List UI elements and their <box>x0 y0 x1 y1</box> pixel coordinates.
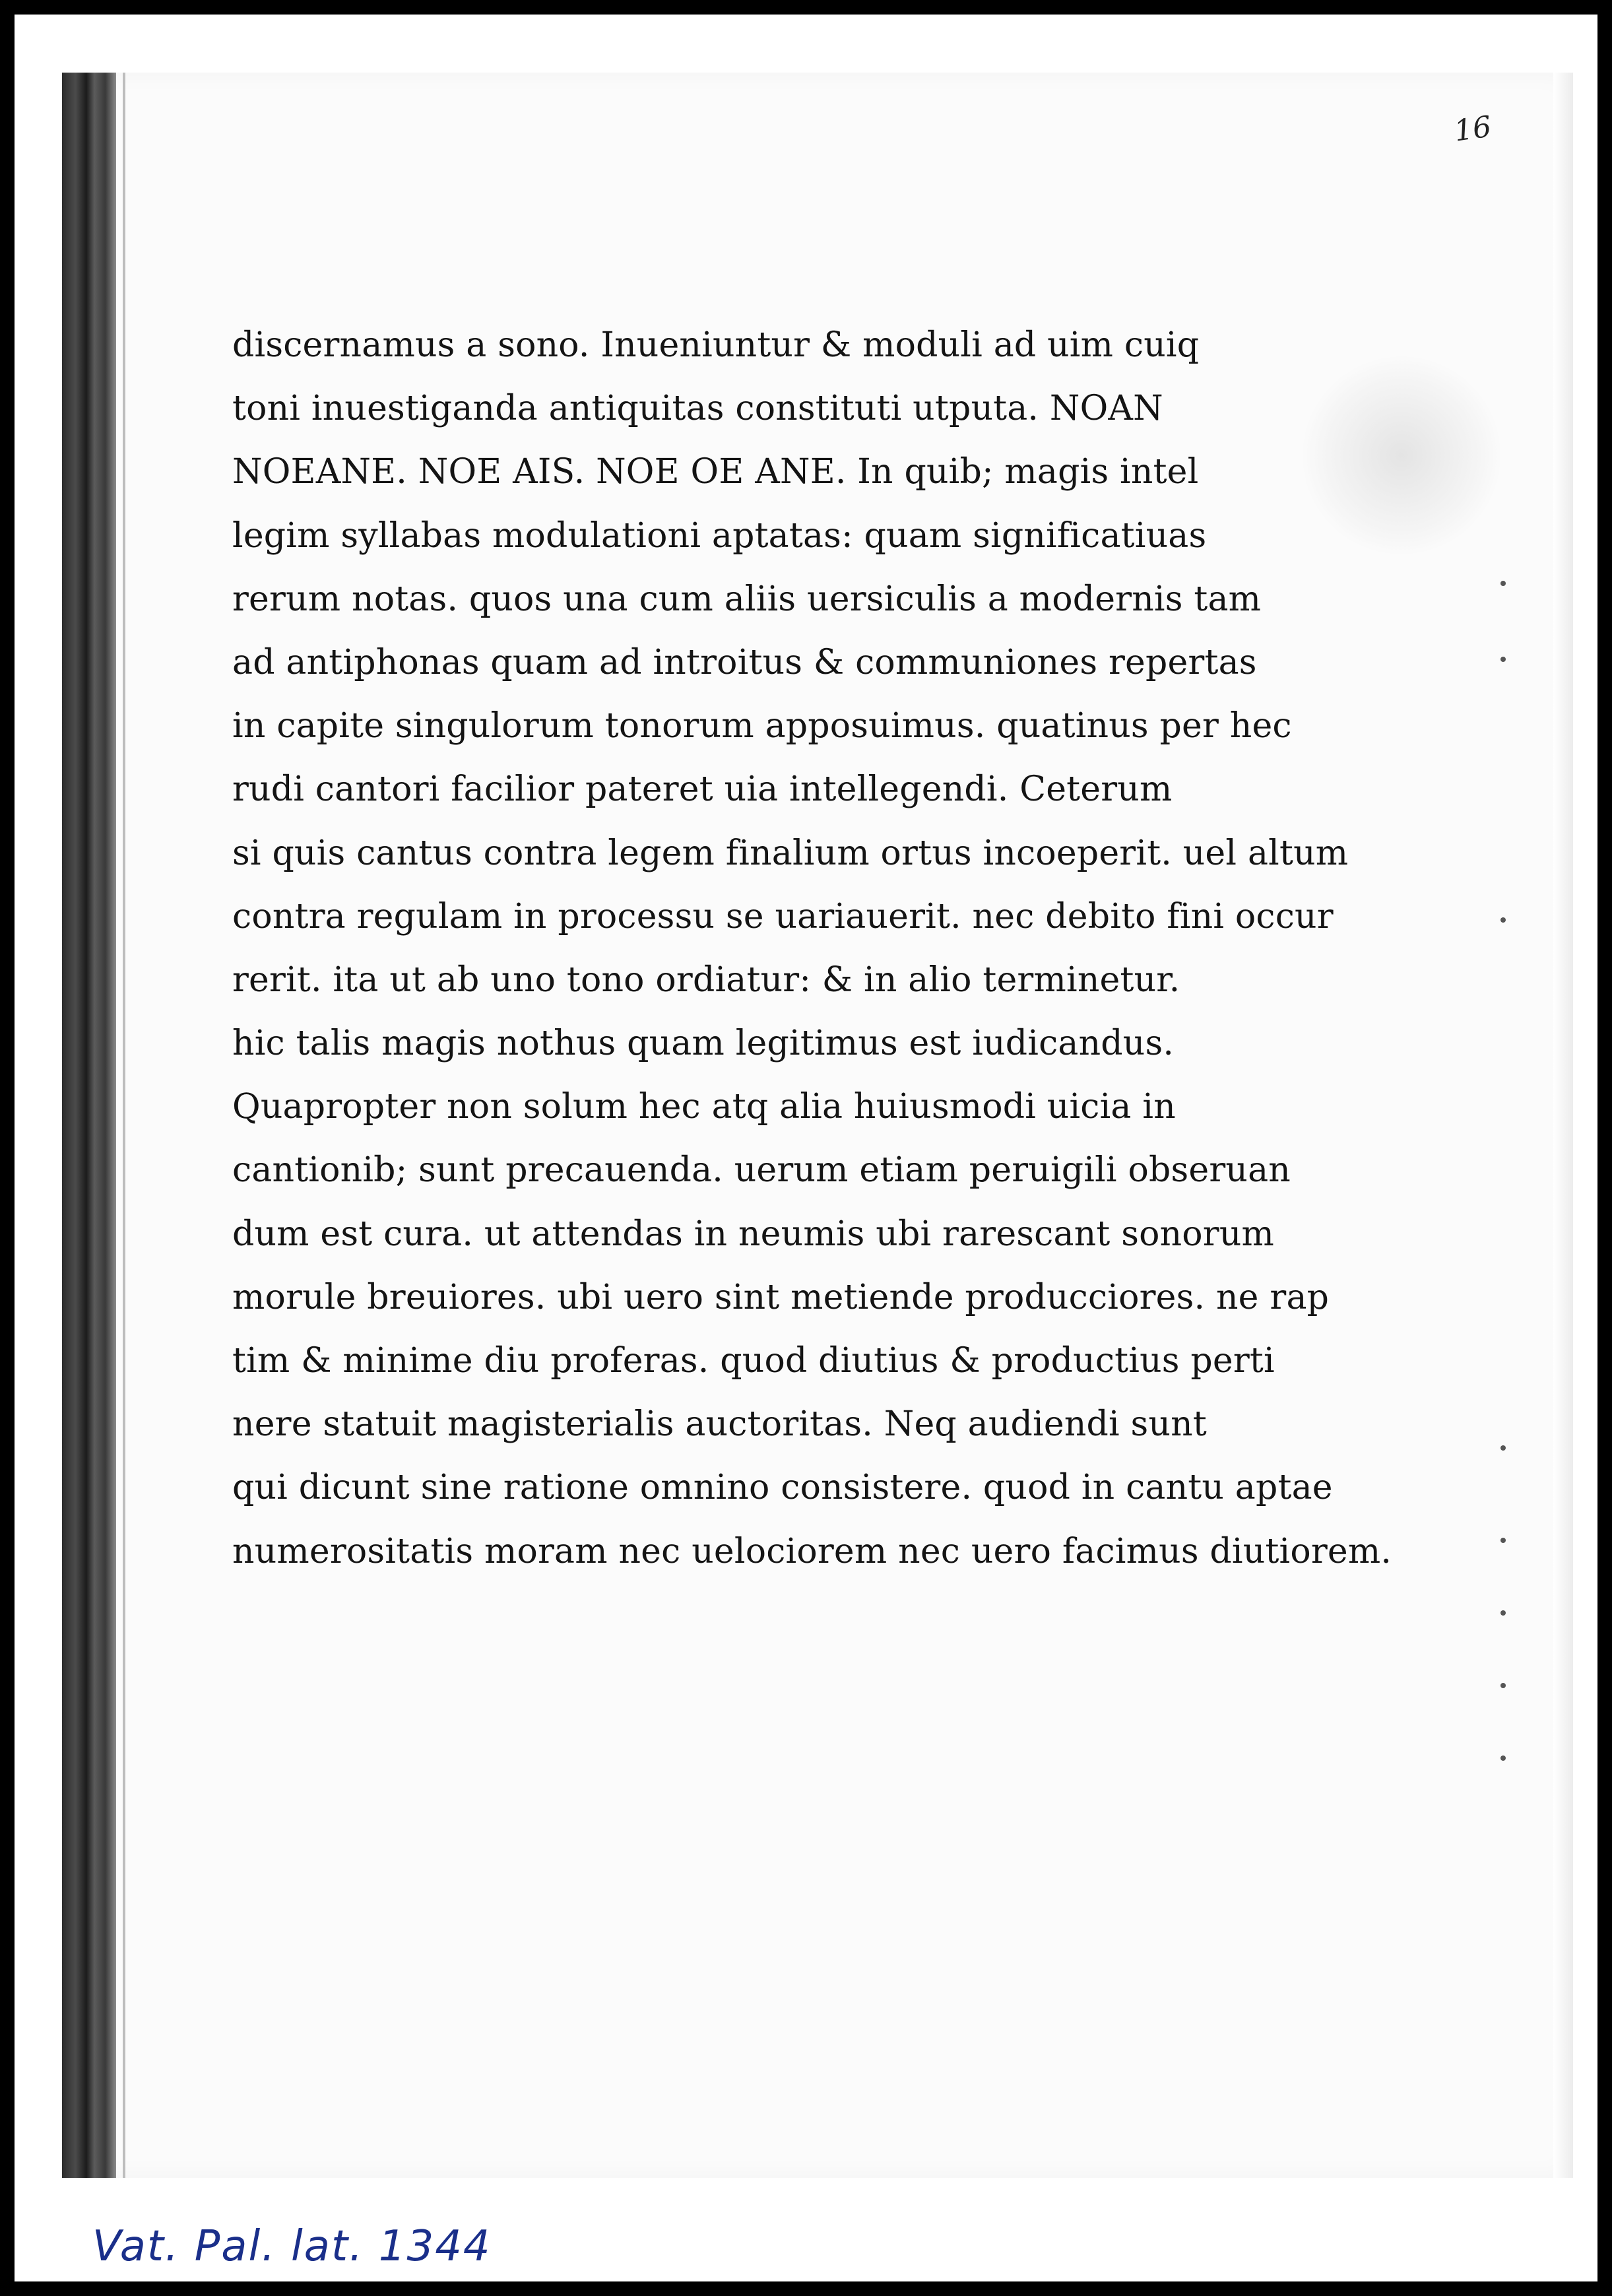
prick-mark <box>1500 1610 1506 1616</box>
prick-mark <box>1500 1538 1506 1543</box>
text-line: discernamus a sono. Inueniuntur & moduli ad uim cuiq <box>232 325 1200 365</box>
text-line: numerositatis moram nec uelociorem nec uero facimus diutiorem. <box>232 1531 1392 1571</box>
gutter-edge <box>123 73 125 2178</box>
margin-prick-marks <box>1500 581 1514 1901</box>
prick-mark <box>1500 1683 1506 1688</box>
prick-mark <box>1500 1445 1506 1451</box>
text-line: dum est cura. ut attendas in neumis ubi rarescant sonorum <box>232 1214 1275 1254</box>
prick-mark <box>1500 581 1506 586</box>
text-line: contra regulam in processu se uariauerit. nec debito fini occur <box>232 896 1334 936</box>
text-line: si quis cantus contra legem finalium ortus incoeperit. uel altum <box>232 833 1349 873</box>
prick-mark <box>1500 657 1506 662</box>
text-line: toni inuestiganda antiquitas constituti utputa. NOAN <box>232 389 1163 429</box>
manuscript-photograph <box>62 73 1573 2178</box>
parchment-stain <box>1303 356 1500 554</box>
page-edge-shadow <box>1553 73 1573 2178</box>
text-line: in capite singulorum tonorum apposuimus. quatinus per hec <box>232 706 1292 746</box>
text-line: hic talis magis nothus quam legitimus est iudicandus. <box>232 1024 1175 1064</box>
text-line: Quapropter non solum hec atq alia huiusmodi uicia in <box>232 1087 1176 1127</box>
text-line: nere statuit magisterialis auctoritas. Neq audiendi sunt <box>232 1404 1207 1445</box>
text-line: ad antiphonas quam ad introitus & communiones repertas <box>232 642 1257 682</box>
binding-gutter <box>62 73 116 2178</box>
text-line: qui dicunt sine ratione omnino consistere. quod in cantu aptae <box>232 1468 1333 1508</box>
text-line: rerit. ita ut ab uno tono ordiatur: & in alio terminetur. <box>232 960 1180 1000</box>
manuscript-text-block <box>232 313 1392 1583</box>
shelfmark-label: Vat. Pal. lat. 1344 <box>92 2222 492 2271</box>
text-line: cantionib; sunt precauenda. uerum etiam peruigili obseruan <box>232 1150 1291 1191</box>
prick-mark <box>1500 1755 1506 1761</box>
prick-mark <box>1500 917 1506 923</box>
text-line: morule breuiores. ubi uero sint metiende producciores. ne rap <box>232 1277 1330 1317</box>
text-line: rerum notas. quos una cum aliis uersiculis a modernis tam <box>232 579 1262 619</box>
text-line: legim syllabas modulationi aptatas: quam significatiuas <box>232 515 1207 556</box>
text-line: rudi cantori facilior pateret uia intellegendi. Ceterum <box>232 770 1173 810</box>
text-line: tim & minime diu proferas. quod diutius & productius perti <box>232 1341 1275 1381</box>
text-line: NOEANE. NOE AIS. NOE OE ANE. In quib; magis intel <box>232 452 1199 492</box>
folio-number: 16 <box>1452 110 1494 148</box>
